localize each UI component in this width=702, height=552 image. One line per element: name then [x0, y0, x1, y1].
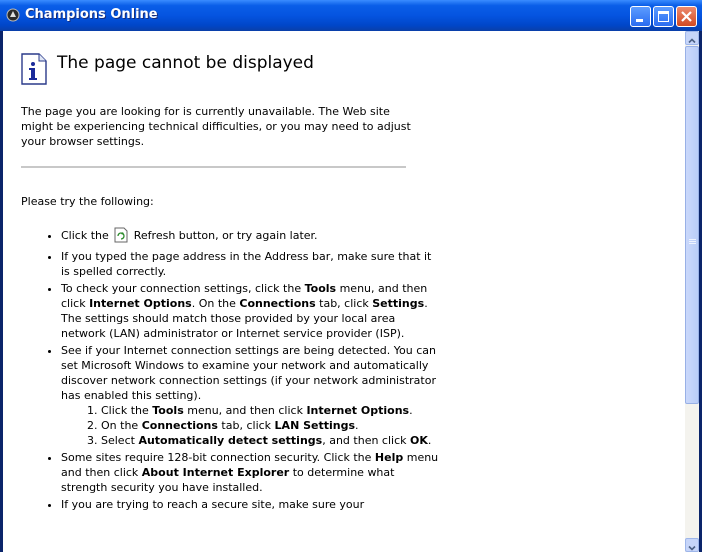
tools-term: Tools [304, 282, 337, 295]
refresh-text-after: Refresh button, or try again later. [133, 229, 318, 242]
connections-term: Connections [141, 419, 218, 432]
connection-text: tab, click [315, 297, 373, 310]
refresh-text-before: Click the [61, 229, 109, 242]
try-label: Please try the following: [21, 195, 154, 208]
scroll-down-button[interactable] [685, 538, 699, 552]
step-item [101, 403, 441, 418]
connection-text: menu, and then click [61, 282, 428, 310]
internet-options-term: Internet Options [89, 297, 192, 310]
app-icon [6, 8, 20, 22]
suggestions-list [21, 227, 441, 514]
page-content [3, 31, 685, 552]
connection-text: . On the [191, 297, 240, 310]
steps-list [61, 403, 441, 448]
maximize-icon [654, 7, 673, 26]
divider [21, 166, 406, 168]
step-item [101, 433, 441, 448]
window-title: Champions Online [25, 7, 158, 22]
step-text: . [409, 404, 413, 417]
connection-text: To check your connection settings, click the [61, 282, 305, 295]
title-bar[interactable] [0, 0, 702, 31]
vertical-scrollbar[interactable] [685, 31, 699, 552]
minimize-button[interactable] [630, 6, 651, 27]
step-text: . [355, 419, 359, 432]
auto-detect-term: Automatically detect settings [138, 434, 323, 447]
chevron-down-icon [686, 542, 698, 552]
close-button[interactable] [676, 6, 697, 27]
secure-site-text: If you are trying to reach a secure site, make sure your [61, 498, 365, 511]
scroll-up-button[interactable] [685, 31, 699, 45]
list-item [61, 450, 441, 495]
maximize-button[interactable] [653, 6, 674, 27]
step-item [101, 418, 441, 433]
security-text: Some sites require 128-bit connection security. Click the [61, 451, 375, 464]
settings-term: Settings [372, 297, 425, 310]
tools-term: Tools [152, 404, 184, 417]
list-item [61, 281, 441, 341]
step-text: Click the [101, 404, 153, 417]
step-text: On the [101, 419, 142, 432]
page-title: The page cannot be displayed [57, 53, 314, 73]
list-item [61, 343, 441, 448]
security-text: to determine what strength security you have installed. [61, 466, 395, 494]
scroll-thumb[interactable] [685, 46, 699, 404]
lan-settings-term: LAN Settings [274, 419, 356, 432]
page-viewport [3, 31, 699, 552]
list-item [61, 227, 441, 243]
list-item [61, 497, 441, 512]
help-term: Help [374, 451, 404, 464]
security-text: menu and then click [61, 451, 439, 479]
list-item [61, 249, 441, 279]
connection-text: . The settings should match those provided by your local area network (LAN) administrator or Internet service provider (ISP). [61, 297, 428, 340]
step-text: menu, and then click [183, 404, 307, 417]
minimize-icon [631, 7, 650, 26]
close-icon [677, 7, 696, 26]
detect-text: See if your Internet connection settings are being detected. You can set Microsoft Windows to examine your network and automatically discover network connection settings (if your network administrator has enabled this setting). [61, 344, 437, 402]
about-ie-term: About Internet Explorer [141, 466, 290, 479]
info-icon [21, 53, 47, 85]
step-text: tab, click [217, 419, 275, 432]
internet-options-term: Internet Options [306, 404, 410, 417]
step-text: Select [101, 434, 139, 447]
refresh-icon [114, 227, 128, 243]
address-text: If you typed the page address in the Address bar, make sure that it is spelled correctly. [61, 250, 432, 278]
intro-text: The page you are looking for is currently unavailable. The Web site might be experiencing technical difficulties, or you may need to adjust your browser settings. [21, 105, 411, 148]
connections-term: Connections [239, 297, 316, 310]
step-text: , and then click [322, 434, 410, 447]
grip-icon [689, 239, 696, 245]
step-text: . [427, 434, 432, 447]
ok-term: OK [410, 434, 428, 447]
